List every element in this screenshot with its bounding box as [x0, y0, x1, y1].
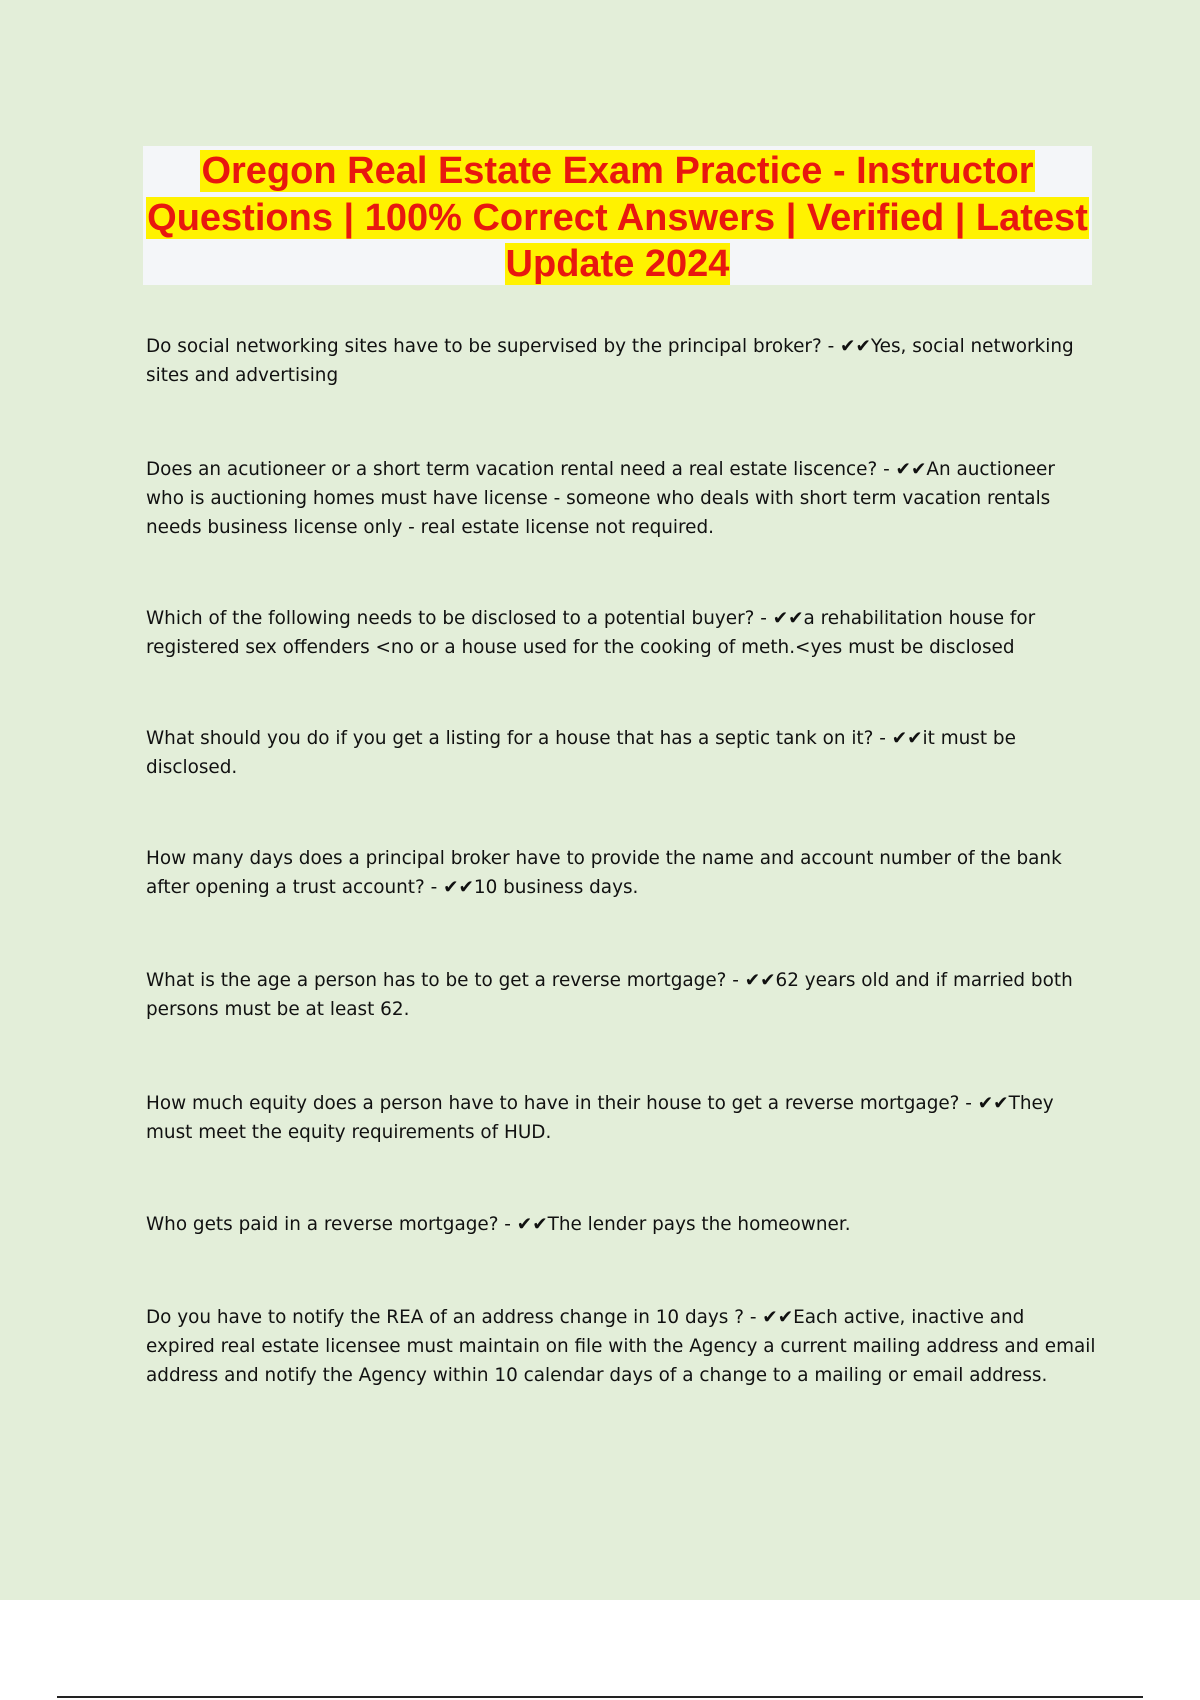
qa-item: Does an acutioneer or a short term vacation rental need a real estate liscence? - ✔✔An auctioneer who is auctioning homes must have license - someone who deals with short term vacation rentals needs business license only - real estate license not required. — [146, 459, 1055, 538]
qa-item: What should you do if you get a listing for a house that has a septic tank on it? - ✔✔it must be disclosed. — [146, 728, 1016, 778]
page-footer-rule — [57, 1696, 1143, 1698]
title-banner — [143, 146, 1092, 285]
qa-item: Do social networking sites have to be supervised by the principal broker? - ✔✔Yes, social networking sites and advertising — [146, 336, 1074, 386]
qa-item: How many days does a principal broker have to provide the name and account number of the bank after opening a trust account? - ✔✔10 business days. — [146, 848, 1062, 898]
title-text: Oregon Real Estate Exam Practice - Instructor Questions | 100% Correct Answers | Verified | Latest Update 2024 — [147, 150, 1088, 285]
qa-item: Do you have to notify the REA of an address change in 10 days ? - ✔✔Each active, inactive and expired real estate licensee must maintain on file with the Agency a current mailing address and email address and notify the Agency within 10 calendar days of a change to a mailing or email address. — [146, 1307, 1096, 1386]
qa-item: What is the age a person has to be to get a reverse mortgage? - ✔✔62 years old and if married both persons must be at least 62. — [146, 970, 1073, 1020]
qa-item: Which of the following needs to be disclosed to a potential buyer? - ✔✔a rehabilitation house for registered sex offenders <no or a house used for the cooking of meth.<yes must be disclosed — [146, 608, 1036, 658]
qa-list — [146, 332, 1096, 1453]
qa-item: How much equity does a person have to have in their house to get a reverse mortgage? - ✔✔They must meet the equity requirements of HUD. — [146, 1093, 1054, 1143]
document-title — [143, 146, 1092, 288]
qa-item: Who gets paid in a reverse mortgage? - ✔✔The lender pays the homeowner. — [146, 1214, 851, 1235]
